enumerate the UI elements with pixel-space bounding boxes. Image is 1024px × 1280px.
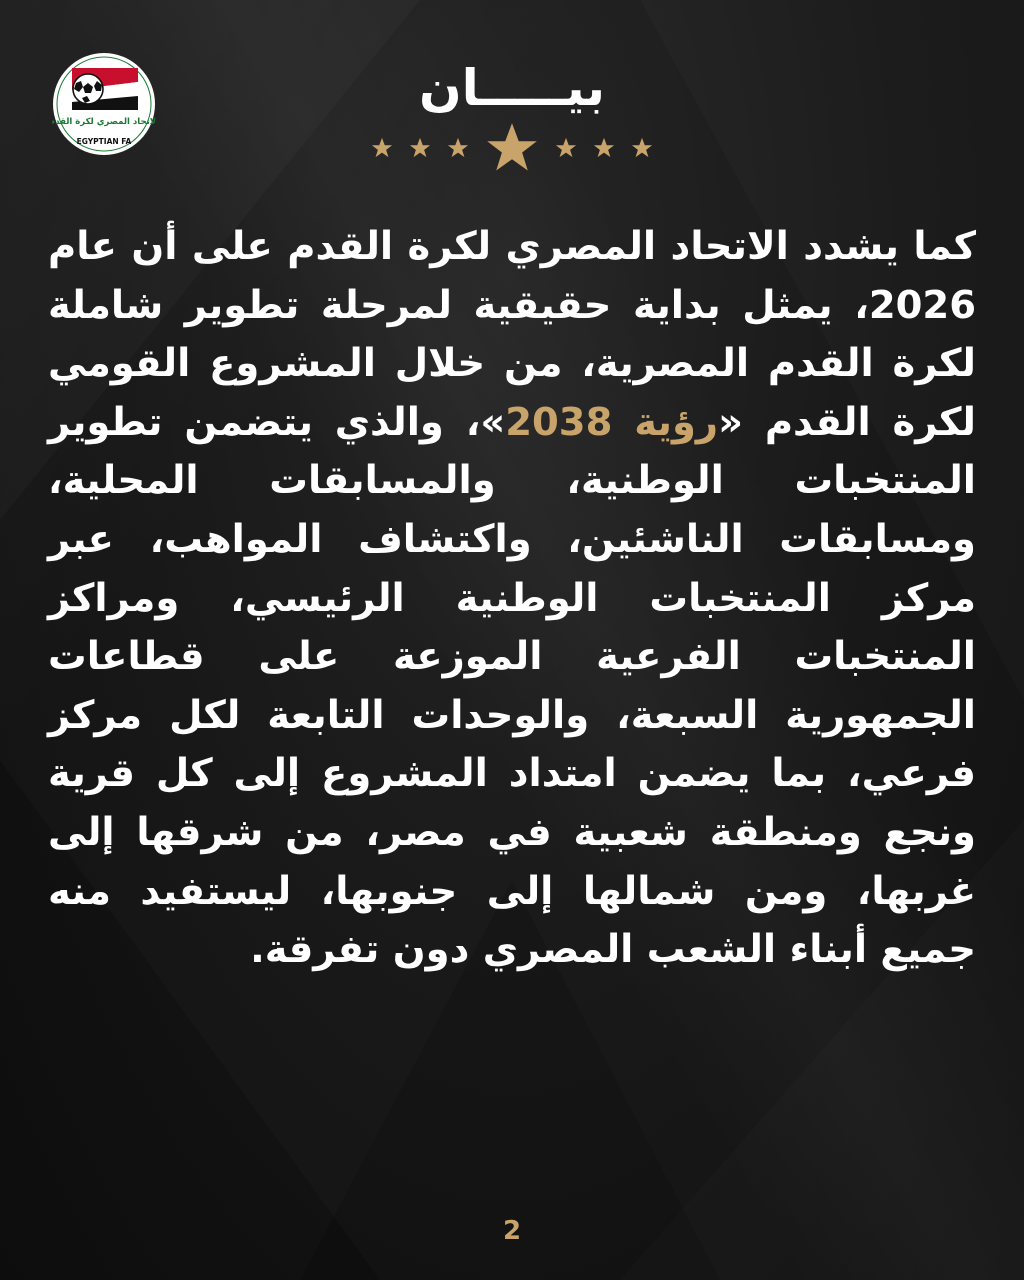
- stars-divider: [0, 118, 1024, 178]
- page-number: 2: [502, 1216, 522, 1246]
- statement-body: [48, 218, 976, 980]
- statement-text-part1: كما يشدد الاتحاد المصري لكرة القدم على أن عام 2026، يمثل بداية حقيقية لمرحلة تطوير شاملة لكرة القدم المصرية، من خلال المشروع القومي لكرة القدم «: [48, 224, 976, 445]
- small-star-icon: [631, 137, 653, 159]
- small-star-icon: [555, 137, 577, 159]
- large-star-icon: [485, 121, 539, 175]
- small-star-icon: [371, 137, 393, 159]
- small-star-icon: [447, 137, 469, 159]
- logo-arabic-text: الاتحاد المصري لكرة القدم: [52, 117, 156, 127]
- logo-english-text: EGYPTIAN FA: [76, 137, 132, 146]
- small-star-icon: [409, 137, 431, 159]
- vision-2038-highlight: رؤية 2038: [505, 399, 719, 445]
- page-title: بيـــــان: [418, 59, 606, 117]
- statement-text-part2: »، والذي يتضمن تطوير المنتخبات الوطنية، والمسابقات المحلية، ومسابقات الناشئين، واكتشاف المواهب، عبر مركز المنتخبات الوطنية الرئيسي، ومراكز المنتخبات الفرعية الموزعة على قطاعات الجمهورية السبعة، والوحدات التابعة لكل مركز فرعي، بما يضمن امتداد المشروع إلى كل قرية ونجع ومنطقة شعبية في مصر، من شرقها إلى غربها، ومن شمالها إلى جنوبها، ليستفيد منه جميع أبناء الشعب المصري دون تفرقة.: [48, 399, 976, 973]
- small-star-icon: [593, 137, 615, 159]
